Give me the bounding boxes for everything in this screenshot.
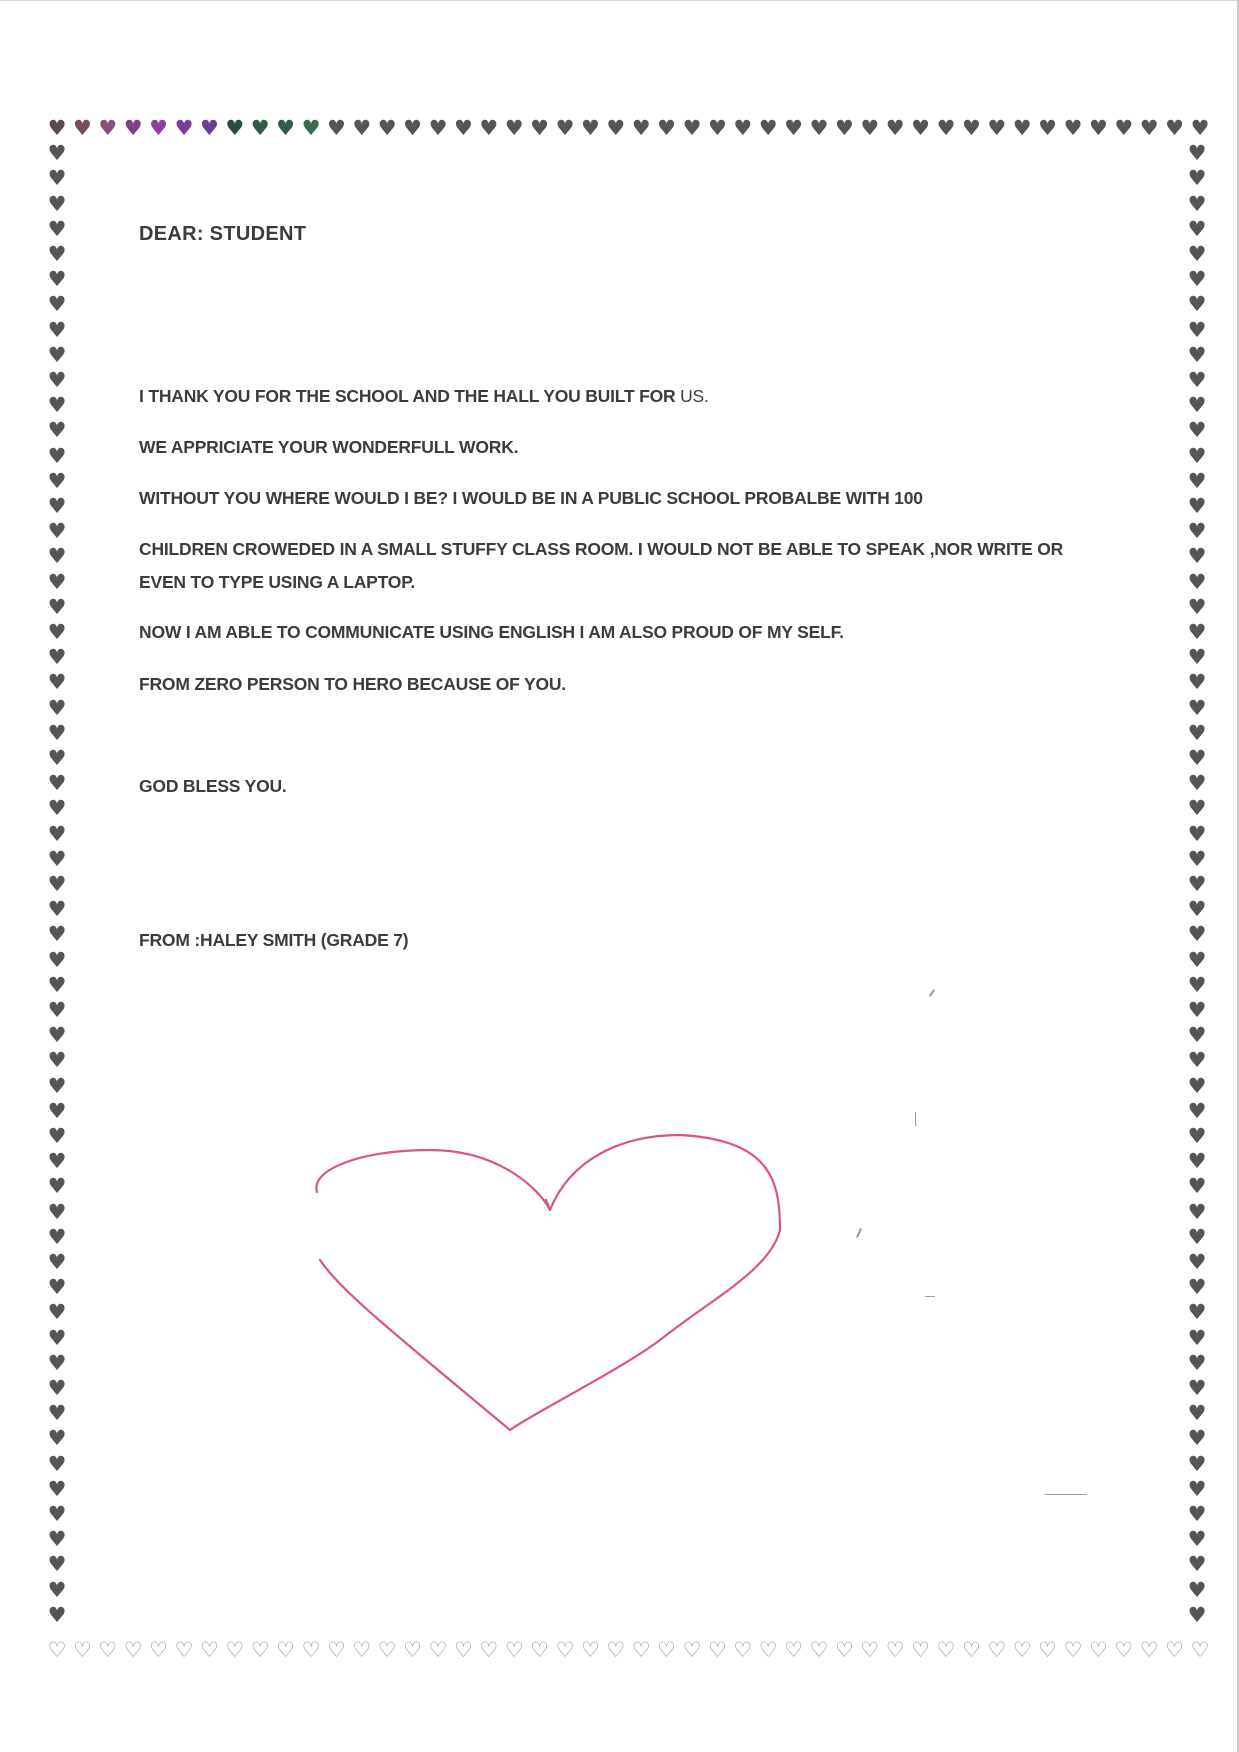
heart-icon: ♥ [47, 947, 67, 972]
heart-icon: ♡ [987, 1638, 1007, 1662]
scan-speck [915, 1112, 916, 1126]
scan-speck [1045, 1494, 1087, 1495]
heart-icon: ♥ [1187, 1098, 1207, 1123]
heart-icon: ♡ [72, 1638, 92, 1662]
heart-icon: ♥ [47, 494, 67, 518]
heart-icon: ♥ [149, 116, 168, 140]
heart-icon: ♡ [784, 1638, 803, 1662]
heart-icon: ♥ [860, 116, 880, 140]
heart-icon: ♥ [784, 116, 803, 140]
heart-icon: ♡ [1088, 1638, 1108, 1662]
heart-icon: ♥ [47, 1602, 67, 1627]
heart-icon: ♡ [885, 1638, 905, 1662]
heart-icon: ♡ [580, 1638, 600, 1662]
heart-icon: ♥ [1187, 1224, 1207, 1249]
heart-icon: ♥ [1190, 116, 1210, 140]
letter-line-hero: FROM ZERO PERSON TO HERO BECAUSE OF YOU. [139, 674, 566, 694]
heart-icon: ♥ [911, 116, 930, 140]
heart-icon: ♥ [1187, 317, 1207, 342]
heart-icon: ♥ [47, 519, 67, 544]
heart-icon: ♥ [580, 116, 600, 140]
heart-icon: ♥ [1063, 116, 1083, 140]
heart-icon: ♥ [47, 1350, 67, 1375]
letter-line-laptop: EVEN TO TYPE USING A LAPTOP. [139, 572, 416, 592]
heart-icon: ♥ [1187, 1073, 1207, 1098]
heart-icon: ♡ [1063, 1638, 1083, 1662]
heart-icon: ♡ [707, 1638, 727, 1662]
heart-icon: ♥ [47, 1048, 67, 1073]
heart-icon: ♥ [1187, 645, 1207, 670]
letter-line-thanks-main: I THANK YOU FOR THE SCHOOL AND THE HALL YOU BUILT FOR [139, 386, 676, 406]
heart-icon: ♥ [733, 116, 753, 140]
heart-icon: ♥ [47, 1250, 67, 1274]
heart-icon: ♡ [47, 1638, 67, 1662]
heart-icon: ♥ [428, 116, 448, 140]
heart-icon: ♥ [47, 368, 67, 392]
heart-icon: ♡ [250, 1638, 270, 1662]
heart-icon: ♥ [47, 771, 67, 796]
heart-icon: ♡ [657, 1638, 676, 1662]
heart-icon: ♡ [631, 1638, 651, 1662]
heart-icon: ♥ [1187, 368, 1207, 392]
heart-icon: ♥ [47, 670, 67, 695]
heart-icon: ♥ [1187, 897, 1207, 922]
heart-icon: ♡ [936, 1638, 956, 1662]
heart-icon: ♥ [47, 746, 67, 770]
heart-icon: ♥ [1187, 796, 1207, 821]
heart-icon: ♥ [1187, 1300, 1207, 1325]
heart-icon: ♥ [1187, 166, 1207, 191]
heart-icon: ♥ [47, 1149, 67, 1174]
heart-icon: ♥ [961, 116, 981, 140]
heart-icon: ♥ [199, 116, 219, 140]
heart-icon: ♥ [1187, 947, 1207, 972]
letter-line-thanks [139, 386, 709, 407]
hand-drawn-heart [300, 1120, 800, 1450]
heart-icon: ♥ [1187, 1250, 1207, 1274]
heart-icon: ♥ [530, 116, 549, 140]
heart-icon: ♥ [47, 1300, 67, 1325]
heart-icon: ♥ [123, 116, 143, 140]
heart-icon: ♥ [1187, 670, 1207, 695]
heart-icon: ♥ [1187, 1376, 1207, 1400]
heart-icon: ♥ [47, 1552, 67, 1577]
heart-icon: ♡ [301, 1638, 321, 1662]
heart-icon: ♡ [1038, 1638, 1057, 1662]
heart-icon: ♥ [47, 1023, 67, 1048]
heart-icon: ♥ [276, 116, 295, 140]
letter-line-without-you: WITHOUT YOU WHERE WOULD I BE? I WOULD BE IN A PUBLIC SCHOOL PROBALBE WITH 100 [139, 488, 923, 508]
heart-icon: ♡ [758, 1638, 778, 1662]
heart-icon: ♡ [352, 1638, 372, 1662]
heart-icon: ♡ [1139, 1638, 1159, 1662]
heart-icon: ♥ [47, 393, 67, 418]
heart-icon: ♡ [98, 1638, 118, 1662]
heart-icon: ♡ [682, 1638, 702, 1662]
heart-icon: ♥ [1187, 1577, 1207, 1602]
heart-icon: ♥ [834, 116, 854, 140]
heart-icon: ♥ [47, 695, 67, 720]
heart-icon: ♥ [1187, 141, 1207, 166]
heart-icon: ♥ [326, 116, 346, 140]
heart-icon: ♡ [504, 1638, 524, 1662]
heart-icon: ♥ [885, 116, 905, 140]
heart-icon: ♥ [631, 116, 651, 140]
heart-icon: ♥ [47, 1073, 67, 1098]
heart-icon: ♥ [1187, 242, 1207, 266]
heart-icon: ♥ [1187, 1602, 1207, 1627]
heart-icon: ♥ [936, 116, 956, 140]
heart-icon: ♥ [1187, 292, 1207, 317]
heart-icon: ♡ [860, 1638, 880, 1662]
heart-icon: ♥ [1187, 1325, 1207, 1350]
heart-icon: ♥ [47, 1451, 67, 1476]
heart-icon: ♥ [1187, 720, 1207, 745]
heart-icon: ♥ [47, 594, 67, 619]
heart-icon: ♥ [47, 418, 67, 443]
heart-icon: ♡ [276, 1638, 295, 1662]
heart-icon: ♡ [225, 1638, 245, 1662]
heart-icon: ♥ [47, 1199, 67, 1224]
heart-icon: ♥ [809, 116, 829, 140]
heart-icon: ♥ [47, 1577, 67, 1602]
letter-line-appreciate: WE APPRICIATE YOUR WONDERFULL WORK. [139, 437, 519, 457]
heart-icon: ♥ [47, 267, 67, 292]
heart-icon: ♥ [72, 116, 92, 140]
heart-icon: ♥ [1187, 443, 1207, 468]
heart-icon: ♥ [1187, 922, 1207, 947]
closing-line: GOD BLESS YOU. [139, 776, 287, 796]
heart-icon: ♥ [47, 846, 67, 871]
heart-icon: ♥ [1187, 468, 1207, 493]
heart-icon: ♡ [403, 1638, 422, 1662]
heart-icon: ♥ [47, 1325, 67, 1350]
heart-icon: ♥ [47, 1476, 67, 1501]
heart-icon: ♥ [352, 116, 372, 140]
heart-icon: ♥ [1187, 1174, 1207, 1199]
heart-icon: ♡ [428, 1638, 448, 1662]
heart-icon: ♥ [1139, 116, 1159, 140]
heart-icon: ♥ [47, 1401, 67, 1426]
letter-line-children: CHILDREN CROWEDED IN A SMALL STUFFY CLASS ROOM. I WOULD NOT BE ABLE TO SPEAK ,NOR WRITE OR [139, 539, 1064, 559]
heart-icon: ♥ [1187, 1124, 1207, 1148]
heart-icon: ♥ [1187, 872, 1207, 896]
heart-icon: ♥ [1187, 342, 1207, 367]
heart-icon: ♡ [199, 1638, 219, 1662]
heart-icon: ♥ [47, 1275, 67, 1300]
heart-icon: ♥ [47, 620, 67, 644]
heart-icon: ♥ [1187, 1451, 1207, 1476]
heart-icon: ♥ [758, 116, 778, 140]
heart-icon: ♥ [1187, 972, 1207, 997]
heart-icon: ♥ [47, 544, 67, 569]
heart-icon: ♥ [1187, 569, 1207, 594]
heart-icon: ♥ [47, 1098, 67, 1123]
heart-icon: ♥ [47, 720, 67, 745]
heart-icon: ♡ [1114, 1638, 1134, 1662]
heart-icon: ♥ [47, 443, 67, 468]
letter-line-thanks-tail: US. [675, 386, 709, 406]
heart-icon: ♥ [1012, 116, 1032, 140]
letter-line-communicate: NOW I AM ABLE TO COMMUNICATE USING ENGLISH I AM ALSO PROUD OF MY SELF. [139, 622, 844, 642]
heart-icon: ♥ [987, 116, 1007, 140]
heart-icon: ♥ [1187, 746, 1207, 770]
heart-icon: ♥ [47, 872, 67, 896]
heart-icon: ♥ [707, 116, 727, 140]
heart-icon: ♥ [1187, 1199, 1207, 1224]
heart-icon: ♥ [479, 116, 499, 140]
heart-icon: ♥ [1088, 116, 1108, 140]
heart-icon: ♥ [1038, 116, 1057, 140]
heart-icon: ♡ [149, 1638, 168, 1662]
heart-icon: ♥ [1187, 821, 1207, 846]
heart-icon: ♥ [47, 998, 67, 1022]
heart-icon: ♥ [657, 116, 676, 140]
heart-icon: ♥ [47, 468, 67, 493]
heart-icon: ♥ [1187, 695, 1207, 720]
heart-icon: ♡ [733, 1638, 753, 1662]
heart-icon: ♥ [47, 922, 67, 947]
heart-icon: ♥ [1187, 998, 1207, 1022]
heart-icon: ♥ [47, 796, 67, 821]
heart-icon: ♥ [98, 116, 118, 140]
heart-icon: ♥ [250, 116, 270, 140]
heart-icon: ♥ [1187, 519, 1207, 544]
heart-icon: ♡ [1190, 1638, 1210, 1662]
heart-icon: ♥ [453, 116, 473, 140]
heart-icon: ♥ [47, 821, 67, 846]
heart-icon: ♡ [809, 1638, 829, 1662]
heart-icon: ♡ [453, 1638, 473, 1662]
salutation: DEAR: STUDENT [139, 223, 307, 245]
heart-icon: ♥ [1187, 191, 1207, 216]
heart-icon: ♡ [911, 1638, 930, 1662]
heart-icon: ♥ [1187, 771, 1207, 796]
heart-icon: ♥ [1187, 1552, 1207, 1577]
heart-icon: ♥ [47, 292, 67, 317]
heart-icon: ♥ [1187, 216, 1207, 241]
heart-icon: ♡ [1165, 1638, 1184, 1662]
heart-icon: ♥ [47, 569, 67, 594]
heart-icon: ♥ [1114, 116, 1134, 140]
heart-icon: ♥ [1187, 494, 1207, 518]
heart-icon: ♥ [1187, 544, 1207, 569]
heart-icon: ♥ [377, 116, 397, 140]
heart-icon: ♥ [47, 342, 67, 367]
heart-icon: ♥ [606, 116, 626, 140]
heart-icon: ♥ [1187, 594, 1207, 619]
heart-icon: ♥ [47, 1527, 67, 1552]
heart-icon: ♥ [47, 645, 67, 670]
heart-icon: ♥ [1187, 418, 1207, 443]
heart-icon: ♡ [479, 1638, 499, 1662]
heart-icon: ♥ [47, 216, 67, 241]
heart-icon: ♥ [1187, 1426, 1207, 1451]
heart-icon: ♥ [1187, 1350, 1207, 1375]
heart-icon: ♥ [1187, 393, 1207, 418]
heart-icon: ♥ [1187, 1275, 1207, 1300]
heart-icon: ♥ [1187, 1476, 1207, 1501]
heart-icon: ♥ [47, 1502, 67, 1526]
heart-icon: ♥ [47, 166, 67, 191]
heart-icon: ♡ [1012, 1638, 1032, 1662]
heart-icon: ♡ [530, 1638, 549, 1662]
heart-icon: ♥ [1187, 1527, 1207, 1552]
heart-icon: ♥ [47, 317, 67, 342]
heart-icon: ♥ [555, 116, 575, 140]
heart-icon: ♥ [47, 242, 67, 266]
heart-icon: ♥ [47, 1426, 67, 1451]
heart-icon: ♡ [326, 1638, 346, 1662]
heart-icon: ♥ [504, 116, 524, 140]
scan-speck [925, 1296, 935, 1297]
heart-icon: ♥ [1187, 1149, 1207, 1174]
heart-icon: ♥ [47, 191, 67, 216]
heart-icon: ♡ [834, 1638, 854, 1662]
heart-icon: ♡ [174, 1638, 194, 1662]
letter-body [139, 0, 1099, 1000]
heart-icon: ♡ [123, 1638, 143, 1662]
heart-icon: ♥ [1187, 846, 1207, 871]
heart-icon: ♥ [47, 141, 67, 166]
signature-line: FROM :HALEY SMITH (GRADE 7) [139, 930, 409, 950]
heart-icon: ♥ [47, 116, 67, 140]
heart-icon: ♥ [1165, 116, 1184, 140]
heart-icon: ♡ [377, 1638, 397, 1662]
heart-icon: ♥ [47, 972, 67, 997]
heart-icon: ♥ [47, 1224, 67, 1249]
heart-icon: ♥ [47, 897, 67, 922]
heart-icon: ♥ [47, 1174, 67, 1199]
heart-icon: ♥ [1187, 1401, 1207, 1426]
heart-icon: ♥ [174, 116, 194, 140]
heart-icon: ♡ [606, 1638, 626, 1662]
heart-icon: ♥ [47, 1124, 67, 1148]
heart-icon: ♡ [555, 1638, 575, 1662]
heart-icon: ♥ [1187, 1023, 1207, 1048]
heart-icon: ♥ [1187, 267, 1207, 292]
heart-icon: ♥ [225, 116, 245, 140]
heart-icon: ♥ [47, 1376, 67, 1400]
heart-icon: ♡ [961, 1638, 981, 1662]
heart-icon: ♥ [1187, 1502, 1207, 1526]
heart-icon: ♥ [403, 116, 422, 140]
heart-icon: ♥ [1187, 1048, 1207, 1073]
heart-icon: ♥ [1187, 620, 1207, 644]
heart-icon: ♥ [301, 116, 321, 140]
heart-icon: ♥ [682, 116, 702, 140]
